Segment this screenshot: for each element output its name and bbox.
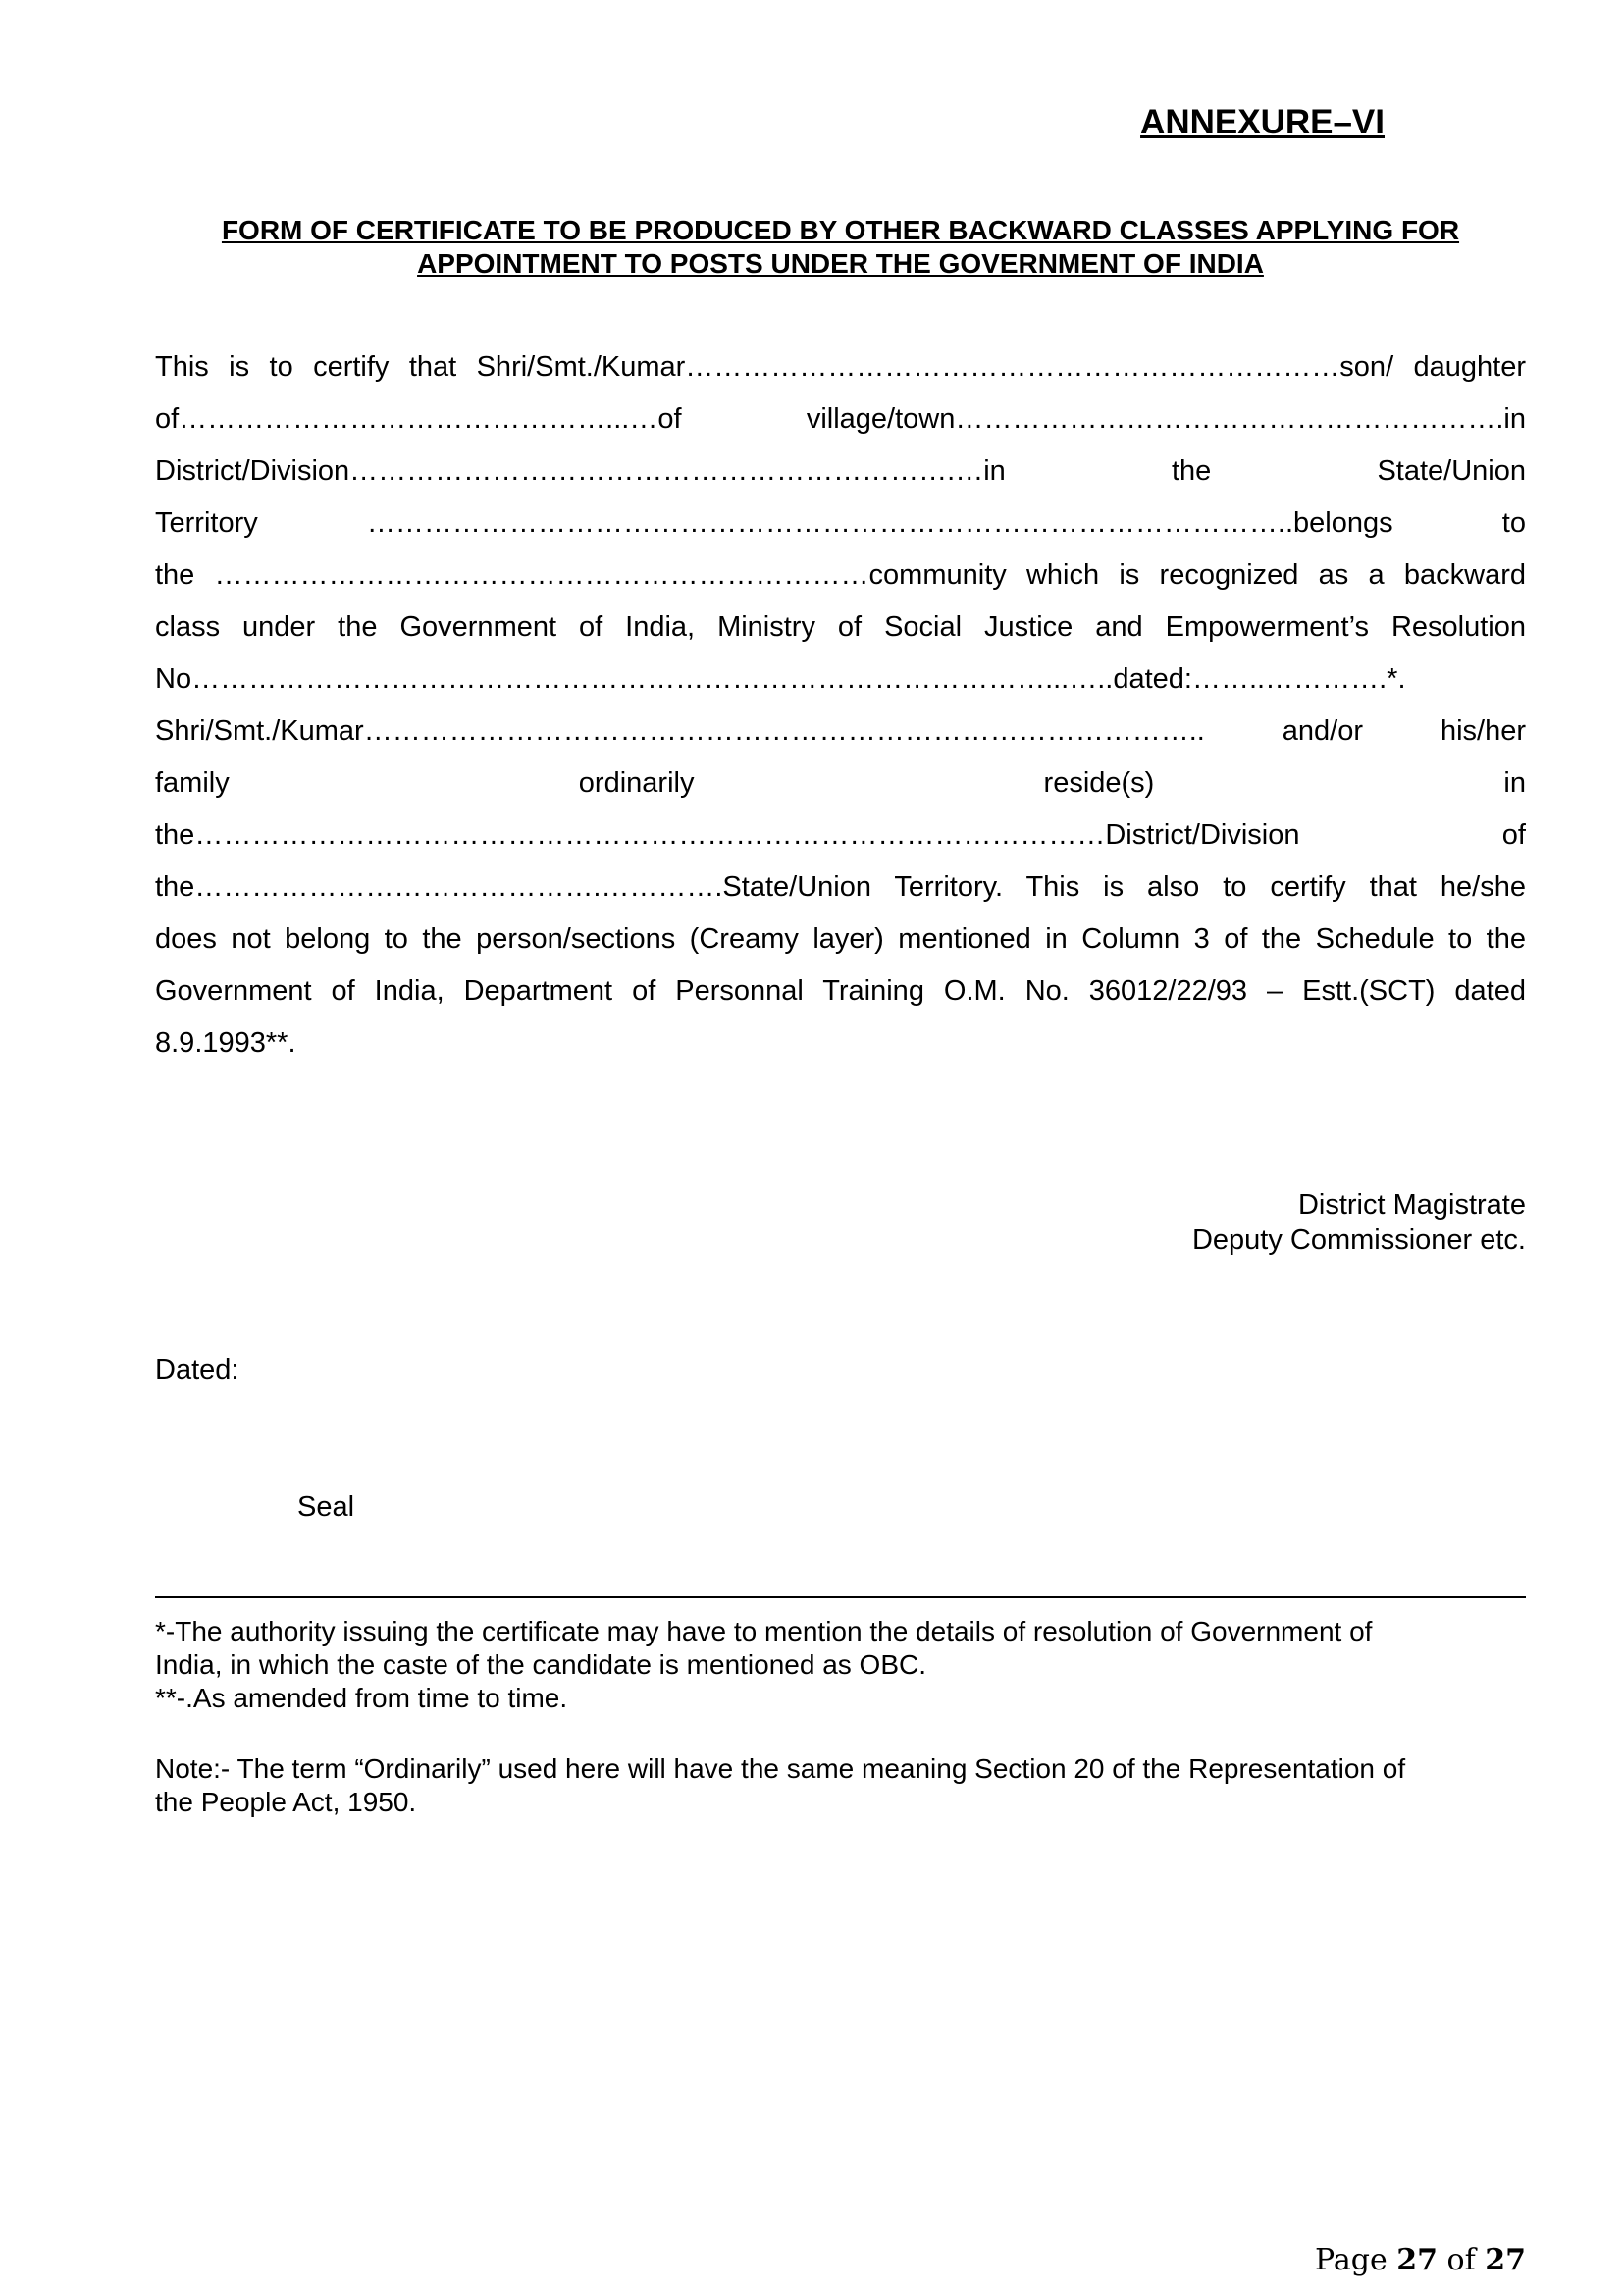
annexure-label: ANNEXURE–VI xyxy=(1140,103,1385,141)
body-line: Shri/Smt./Kumar…………………………………………………………………………….. and/or his/her xyxy=(155,715,1526,747)
body-line: This is to certify that Shri/Smt./Kumar……………………………………………………………son/ daughter xyxy=(155,351,1526,383)
body-line: of………………………………………...…of village/town………………………………………………….in xyxy=(155,403,1526,435)
body-line: class under the Government of India, Ministry of Social Justice and Empowerment’s Resolution xyxy=(155,611,1526,643)
page-number xyxy=(1315,2243,1526,2277)
footnote-double-star: **-.As amended from time to time. xyxy=(155,1683,568,1713)
note-line-2: the People Act, 1950. xyxy=(155,1787,417,1817)
page-total: 27 xyxy=(1485,2243,1526,2277)
footnotes xyxy=(155,1615,1526,1715)
form-title-line-2: APPOINTMENT TO POSTS UNDER THE GOVERNMENT OF INDIA xyxy=(417,248,1264,279)
body-line: does not belong to the person/sections (Creamy layer) mentioned in Column 3 of the Schedule to the xyxy=(155,923,1526,955)
page-separator: of xyxy=(1438,2243,1486,2277)
footnote-star-line-2: India, in which the caste of the candidate is mentioned as OBC. xyxy=(155,1649,927,1680)
note-block xyxy=(155,1752,1526,1819)
footnote-divider xyxy=(155,1596,1526,1598)
body-line: Territory ……………………………………………………………………………………..belongs to xyxy=(155,507,1526,539)
form-title-line-1: FORM OF CERTIFICATE TO BE PRODUCED BY OTHER BACKWARD CLASSES APPLYING FOR xyxy=(221,215,1460,245)
body-line: District/Division……………………………………………………….…in the State/Union xyxy=(155,455,1526,487)
signatory-line-2: Deputy Commissioner etc. xyxy=(1191,1225,1526,1256)
footnote-star-line-1: *-The authority issuing the certificate may have to mention the details of resolution of Government of xyxy=(155,1616,1373,1646)
body-line: the……………………………………………………………………………………District/Division of xyxy=(155,819,1526,851)
body-line: family ordinarily reside(s) in xyxy=(155,767,1526,799)
form-title xyxy=(155,214,1526,281)
body-line: 8.9.1993**. xyxy=(155,1027,296,1059)
body-line: the ……………………………………………………………community which is recognized as a backward xyxy=(155,559,1526,591)
note-line-1: Note:- The term “Ordinarily” used here will have the same meaning Section 20 of the Representation of xyxy=(155,1753,1406,1784)
page-prefix: Page xyxy=(1315,2243,1397,2277)
signatory-line-1: District Magistrate xyxy=(1297,1189,1526,1221)
signatory-block xyxy=(1192,1187,1526,1258)
body-line: the…………………………………….………….State/Union Territory. This is also to certify that he/she xyxy=(155,871,1526,903)
body-line: Government of India, Department of Personnal Training O.M. No. 36012/22/93 – Estt.(SCT) dated xyxy=(155,975,1526,1007)
dated-label: Dated: xyxy=(155,1354,239,1385)
body-line: No………………………………………………………………………………...…..dated:……..………….*. xyxy=(155,663,1406,695)
seal-label: Seal xyxy=(297,1491,355,1523)
page-current: 27 xyxy=(1396,2243,1438,2277)
